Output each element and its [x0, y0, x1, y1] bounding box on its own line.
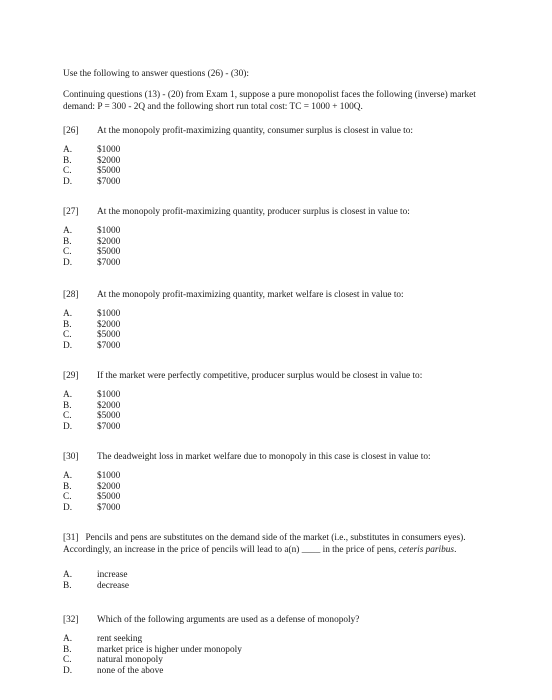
options-list: [63, 471, 488, 513]
question-31: [63, 533, 488, 591]
question-number: [27]: [63, 207, 79, 217]
option-b: B. $2000: [63, 481, 121, 492]
option-b: B. market price is higher under monopoly: [63, 644, 242, 655]
option-a: A. $1000: [63, 226, 121, 236]
option-d: D. $7000: [63, 502, 121, 513]
option-b: B. $2000: [63, 319, 121, 330]
question-italic: ceteris paribus: [398, 544, 455, 555]
options-list: [63, 309, 488, 351]
setup-paragraph: Continuing questions (13) - (20) from Exam 1, suppose a pure monopolist faces the following (inverse) market demand: P = 300 - 2Q and the following short run total cost: TC = 1000 + 100Q.: [63, 90, 476, 112]
intro-line: Use the following to answer questions (26) - (30):: [63, 69, 249, 79]
question-text: At the monopoly profit-maximizing quantity, producer surplus is closest in value to:: [97, 207, 410, 217]
option-a: A. $1000: [63, 309, 121, 319]
options-list: [63, 145, 488, 187]
option-d: D. $7000: [63, 176, 121, 187]
question-number: [30]: [63, 452, 79, 462]
option-b: B. decrease: [63, 580, 129, 591]
option-c: C. $5000: [63, 492, 121, 502]
question-32: [63, 614, 488, 676]
option-d: D. none of the above: [63, 665, 164, 676]
option-a: A. rent seeking: [63, 634, 143, 644]
option-b: B. $2000: [63, 400, 121, 411]
question-28: [63, 289, 488, 351]
options-list: [63, 390, 488, 432]
question-29: [63, 370, 488, 432]
question-number: [31]: [63, 533, 79, 543]
options-list: [63, 634, 488, 676]
option-c: C. $5000: [63, 166, 121, 176]
options-list: [63, 570, 488, 591]
question-27: [63, 206, 488, 268]
question-26: [63, 125, 488, 187]
question-text: Which of the following arguments are used as a defense of monopoly?: [97, 615, 360, 625]
option-c: C. $5000: [63, 247, 121, 257]
question-number: [29]: [63, 371, 79, 381]
question-text: If the market were perfectly competitive, producer surplus would be closest in value to:: [97, 371, 423, 381]
question-text: The deadweight loss in market welfare due to monopoly in this case is closest in value to:: [97, 452, 431, 462]
option-b: B. $2000: [63, 236, 121, 247]
question-number: [26]: [63, 126, 79, 136]
options-list: [63, 226, 488, 268]
question-text: Pencils and pens are substitutes on the demand side of the market (i.e., substitutes in consumers eyes). Accordingly, an increase in the price of pencils will lead to a(n) ____ in the price of pens,: [63, 533, 466, 555]
option-c: C. $5000: [63, 411, 121, 421]
option-a: A. $1000: [63, 145, 121, 155]
option-d: D. $7000: [63, 340, 121, 351]
question-30: [63, 451, 488, 513]
option-d: D. $7000: [63, 257, 121, 268]
option-a: A. $1000: [63, 471, 121, 481]
option-b: B. $2000: [63, 155, 121, 166]
question-number: [28]: [63, 290, 79, 300]
question-text-block: [31] Pencils and pens are substitutes on the demand side of the market (i.e., substitutes in consumers eyes). Accordingly, an increase in the price of pencils will lead to a(n) ____ in the price of pens, ceteris paribus.: [63, 533, 466, 555]
option-c: C. $5000: [63, 330, 121, 340]
option-a: A. increase: [63, 570, 128, 580]
question-number: [32]: [63, 615, 79, 625]
option-a: A. $1000: [63, 390, 121, 400]
question-text: At the monopoly profit-maximizing quantity, consumer surplus is closest in value to:: [97, 126, 413, 136]
option-c: C. natural monopoly: [63, 655, 163, 665]
option-d: D. $7000: [63, 421, 121, 432]
question-text: At the monopoly profit-maximizing quantity, market welfare is closest in value to:: [97, 290, 404, 300]
